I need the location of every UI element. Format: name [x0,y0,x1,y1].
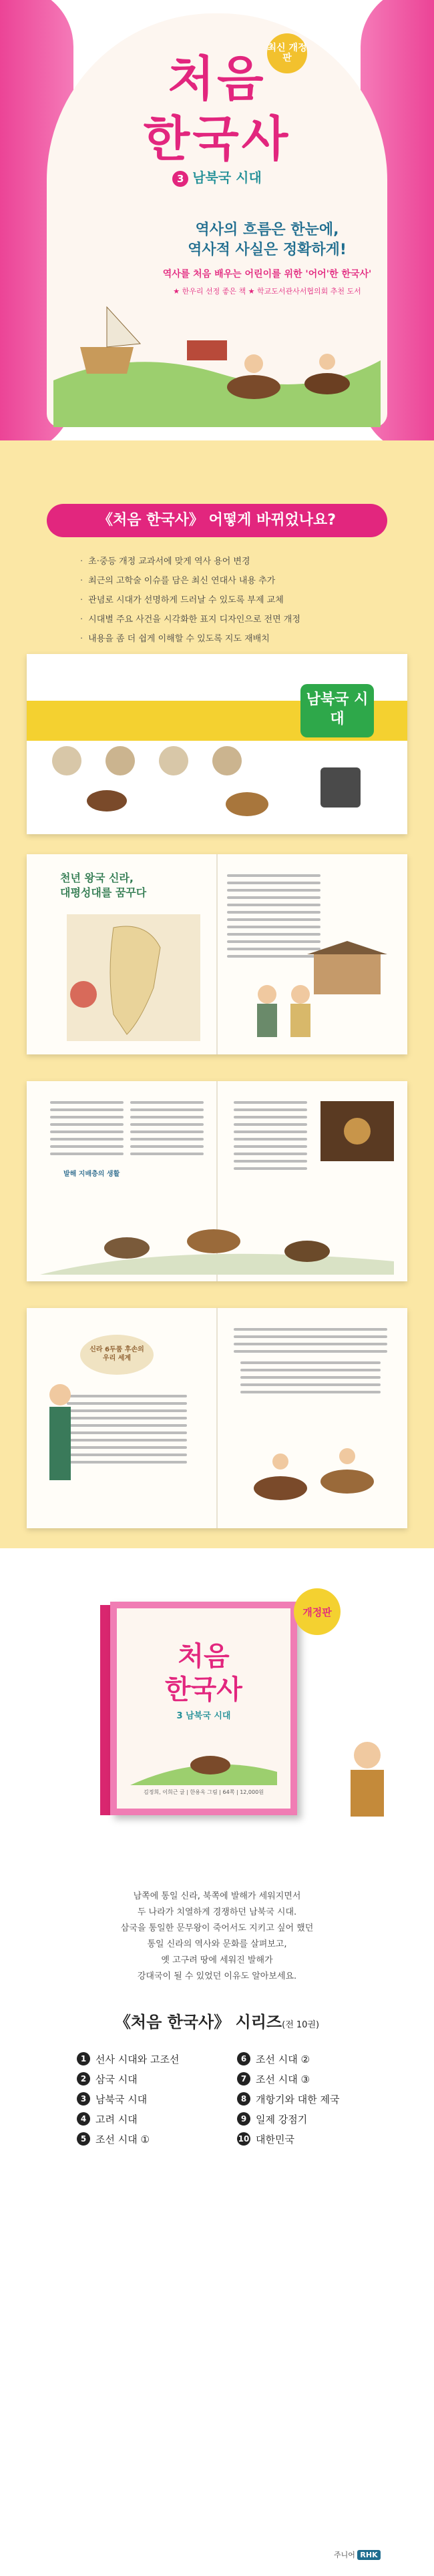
series-list-left [77,2049,179,2149]
award-note: ★ 한우리 선정 좋은 책 ★ 학교도서관사서협의회 추천 도서 [173,287,361,296]
volume-title: 조선 시대 ② [256,2053,310,2065]
volume-number-icon: 10 [237,2132,250,2146]
page-gutter [216,854,218,1054]
list-item: · 초·중등 개정 교과서에 맞게 역사 용어 변경 [80,554,300,567]
series-volume-item [237,2109,339,2129]
volume-number-icon: 8 [237,2092,250,2106]
volume-number-icon: 9 [237,2112,250,2126]
sidebar-box-title: 발해 지배층의 생활 [63,1171,120,1178]
era-label: 남북국 시대 [300,684,374,737]
series-section [0,1829,434,2576]
series-volume-item [237,2049,339,2069]
book-author-info: 김정희, 이희근 글 | 한용옥 그림 | 64쪽 | 12,000원 [144,1789,264,1795]
publisher-logo [334,2549,381,2560]
series-volume-item [237,2069,339,2089]
korea-map-illustration [67,914,200,1041]
list-item: · 내용을 좀 더 쉽게 이해할 수 있도록 지도 재배치 [80,631,300,644]
sample-spread-3 [0,1295,434,1548]
hunting-scene-illustration [40,1195,394,1275]
chapter-title [60,871,146,900]
series-volume-item [77,2129,179,2149]
volume-title: 삼국 시대 [95,2073,138,2085]
book-volume: 3 남북국 시대 [176,1711,231,1721]
sample-spread-1 [0,841,434,1068]
volume-title: 조선 시대 ① [95,2133,150,2146]
tagline [147,220,387,260]
list-item: · 시대별 주요 사건을 시각화한 표지 디자인으로 전면 개정 [80,612,300,625]
cover-subline: 역사를 처음 배우는 어린이를 위한 '어어'한 한국사' [162,269,372,280]
list-item: · 관념로 시대가 선명하게 드러날 수 있도록 부제 교체 [80,593,300,605]
latest-edition-badge: 최신 개정판 [267,33,307,73]
series-heading [0,2009,434,2032]
bubble-line2: 우리 세계 [102,1355,132,1362]
intro-line: 옛 고구려 땅에 세워진 발해가 [161,1955,273,1966]
volume-title: 남북국 시대 [95,2093,148,2106]
tagline-line1: 역사의 흐름은 한눈에, [195,222,339,238]
book-cover [110,1602,297,1815]
cover-title-line1: 처음 [168,51,266,107]
volume-title: 대한민국 [256,2133,294,2146]
book-introduction [67,1889,367,1985]
volume-title: 선사 시대와 고조선 [95,2053,180,2065]
paragraph-block [234,1328,387,1357]
volume-number-icon: 1 [77,2052,90,2065]
paragraph-block [130,1101,204,1160]
volume-title: 고려 시대 [95,2113,138,2126]
paragraph-block [67,1395,187,1468]
series-volume-item [77,2069,179,2089]
volume-number-icon: 2 [77,2072,90,2085]
volume-title: 남북국 시대 [192,170,262,186]
bubble-line1: 신라 6두품 후손의 [89,1346,144,1353]
revised-edition-badge: 개정판 [294,1588,341,1635]
page-gutter [216,1308,218,1528]
book-title-line2: 한국사 [165,1674,242,1705]
chapter-title-line1: 천년 왕국 신라, [60,872,134,884]
cover-title-line2: 한국사 [143,111,291,167]
series-heading-text: 《처음 한국사》 시리즈 [114,2013,282,2031]
book-spread [27,1308,407,1528]
volume-title: 일제 강점기 [256,2113,308,2126]
volume-title: 개항기와 대한 제국 [256,2093,340,2106]
series-volume-item [237,2089,339,2109]
series-volume-item [77,2109,179,2129]
series-volume-item [77,2049,179,2069]
volume-title: 조선 시대 ③ [256,2073,310,2085]
tagline-line2: 역사적 사실은 정확하게! [188,241,347,258]
timeline-spread [27,654,407,834]
temple-scene-illustration [227,941,394,1048]
publisher-badge: RHK [357,2550,380,2560]
battle-scene-illustration [53,300,381,427]
book-cover-section [0,1548,434,1829]
intro-line: 통일 신라의 역사와 문화를 살펴보고, [147,1939,287,1950]
changes-section [0,440,434,841]
series-volume-item [237,2129,339,2149]
paragraph-block [234,1101,307,1175]
scholar-illustration [40,1375,80,1508]
book-spread [27,854,407,1054]
timeline-illustrations [27,654,407,834]
chapter-title-line2: 대평성대를 꿈꾸다 [60,886,147,899]
hero-cover [0,0,434,440]
series-count: (전 10권) [282,2020,320,2030]
volume-number-icon: 3 [77,2092,90,2106]
volume-number: 3 [172,171,188,187]
speech-bubble [80,1335,154,1375]
changes-list [80,554,300,651]
changes-heading: 《처음 한국사》 어떻게 바뀌었나요? [47,504,387,537]
battle-illustration [227,1421,394,1522]
intro-line: 남쪽에 통일 신라, 북쪽에 발해가 세워지면서 [133,1891,301,1901]
volume-number-icon: 5 [77,2132,90,2146]
paragraph-block [50,1101,124,1160]
intro-line: 삼국을 통일한 문무왕이 죽어서도 지키고 싶어 했던 [120,1923,314,1934]
info-box [240,1361,381,1398]
intro-line: 두 나라가 치열하게 경쟁하던 남북국 시대. [137,1907,297,1918]
intro-line: 강대국이 될 수 있었던 이유도 알아보세요. [137,1971,297,1982]
list-item: · 최근의 고학술 이슈를 담은 최신 연대사 내용 추가 [80,573,300,586]
book-spread [27,1081,407,1281]
series-volume-item [77,2089,179,2109]
volume-number-icon: 7 [237,2072,250,2085]
sample-spread-2 [0,1068,434,1295]
tomb-mural-photo [320,1101,394,1161]
book-cover-illustration [130,1725,277,1785]
book-title-line1: 처음 [178,1641,230,1672]
volume-number-icon: 4 [77,2112,90,2126]
publisher-name: 주니어 [334,2551,355,2559]
series-list-right [237,2049,339,2149]
volume-label [0,167,434,187]
monk-illustration [334,1735,401,1822]
volume-number-icon: 6 [237,2052,250,2065]
